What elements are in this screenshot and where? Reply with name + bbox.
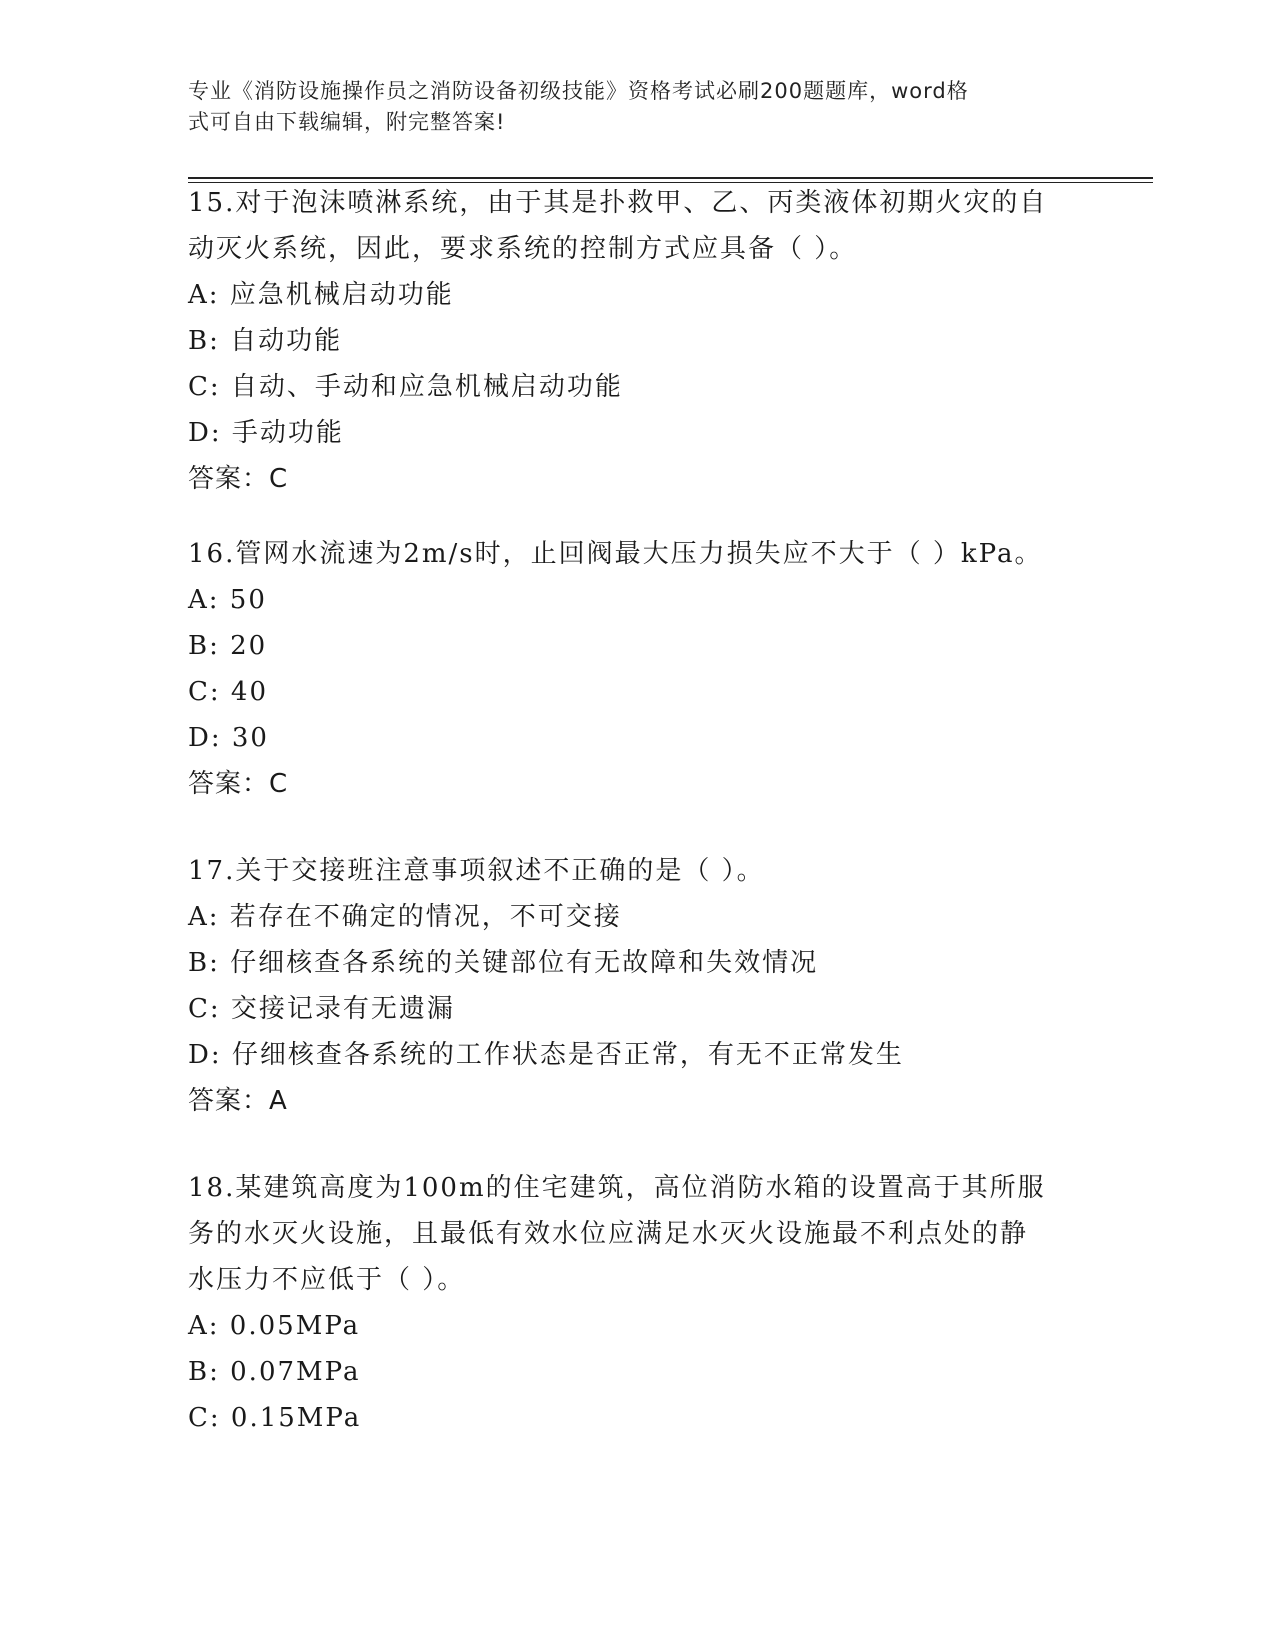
option-d: D: 手动功能 bbox=[188, 418, 344, 448]
option-b: B: 自动功能 bbox=[188, 326, 343, 356]
option-c: C: 40 bbox=[188, 677, 269, 707]
option-c: C: 0.15MPa bbox=[188, 1403, 362, 1433]
answer-text: 答案：A bbox=[188, 1086, 288, 1116]
question-15 bbox=[188, 180, 1088, 502]
question-stem-line: 15.对于泡沫喷淋系统，由于其是扑救甲、乙、丙类液体初期火灾的自 bbox=[188, 188, 1048, 218]
option-a: A: 若存在不确定的情况，不可交接 bbox=[188, 902, 622, 932]
question-18 bbox=[188, 1165, 1088, 1441]
option-c: C: 交接记录有无遗漏 bbox=[188, 994, 455, 1024]
question-16 bbox=[188, 531, 1088, 807]
option-a: A: 应急机械启动功能 bbox=[188, 280, 454, 310]
question-stem-line: 16.管网水流速为2m/s时，止回阀最大压力损失应不大于（ ）kPa。 bbox=[188, 539, 1043, 569]
question-stem-line: 18.某建筑高度为100m的住宅建筑，高位消防水箱的设置高于其所服 bbox=[188, 1173, 1046, 1203]
option-d: D: 30 bbox=[188, 723, 269, 753]
answer-text: 答案：C bbox=[188, 464, 289, 494]
question-stem-line: 动灭火系统，因此，要求系统的控制方式应具备（ ）。 bbox=[188, 234, 858, 264]
header-line-2: 式可自由下载编辑，附完整答案! bbox=[188, 110, 506, 134]
option-b: B: 20 bbox=[188, 631, 268, 661]
question-stem-line: 务的水灭火设施，且最低有效水位应满足水灭火设施最不利点处的静 bbox=[188, 1219, 1029, 1249]
question-17 bbox=[188, 848, 1088, 1124]
option-b: B: 0.07MPa bbox=[188, 1357, 361, 1387]
question-stem-line: 17.关于交接班注意事项叙述不正确的是（ ）。 bbox=[188, 856, 765, 886]
document-header bbox=[188, 76, 1068, 138]
option-b: B: 仔细核查各系统的关键部位有无故障和失效情况 bbox=[188, 948, 819, 978]
option-c: C: 自动、手动和应急机械启动功能 bbox=[188, 372, 623, 402]
option-a: A: 0.05MPa bbox=[188, 1311, 361, 1341]
question-stem-line: 水压力不应低于（ ）。 bbox=[188, 1265, 466, 1295]
answer-text: 答案：C bbox=[188, 769, 289, 799]
header-divider-thick bbox=[188, 177, 1153, 179]
option-a: A: 50 bbox=[188, 585, 267, 615]
header-line-1: 专业《消防设施操作员之消防设备初级技能》资格考试必刷200题题库，word格 bbox=[188, 79, 969, 103]
option-d: D: 仔细核查各系统的工作状态是否正常，有无不正常发生 bbox=[188, 1040, 904, 1070]
